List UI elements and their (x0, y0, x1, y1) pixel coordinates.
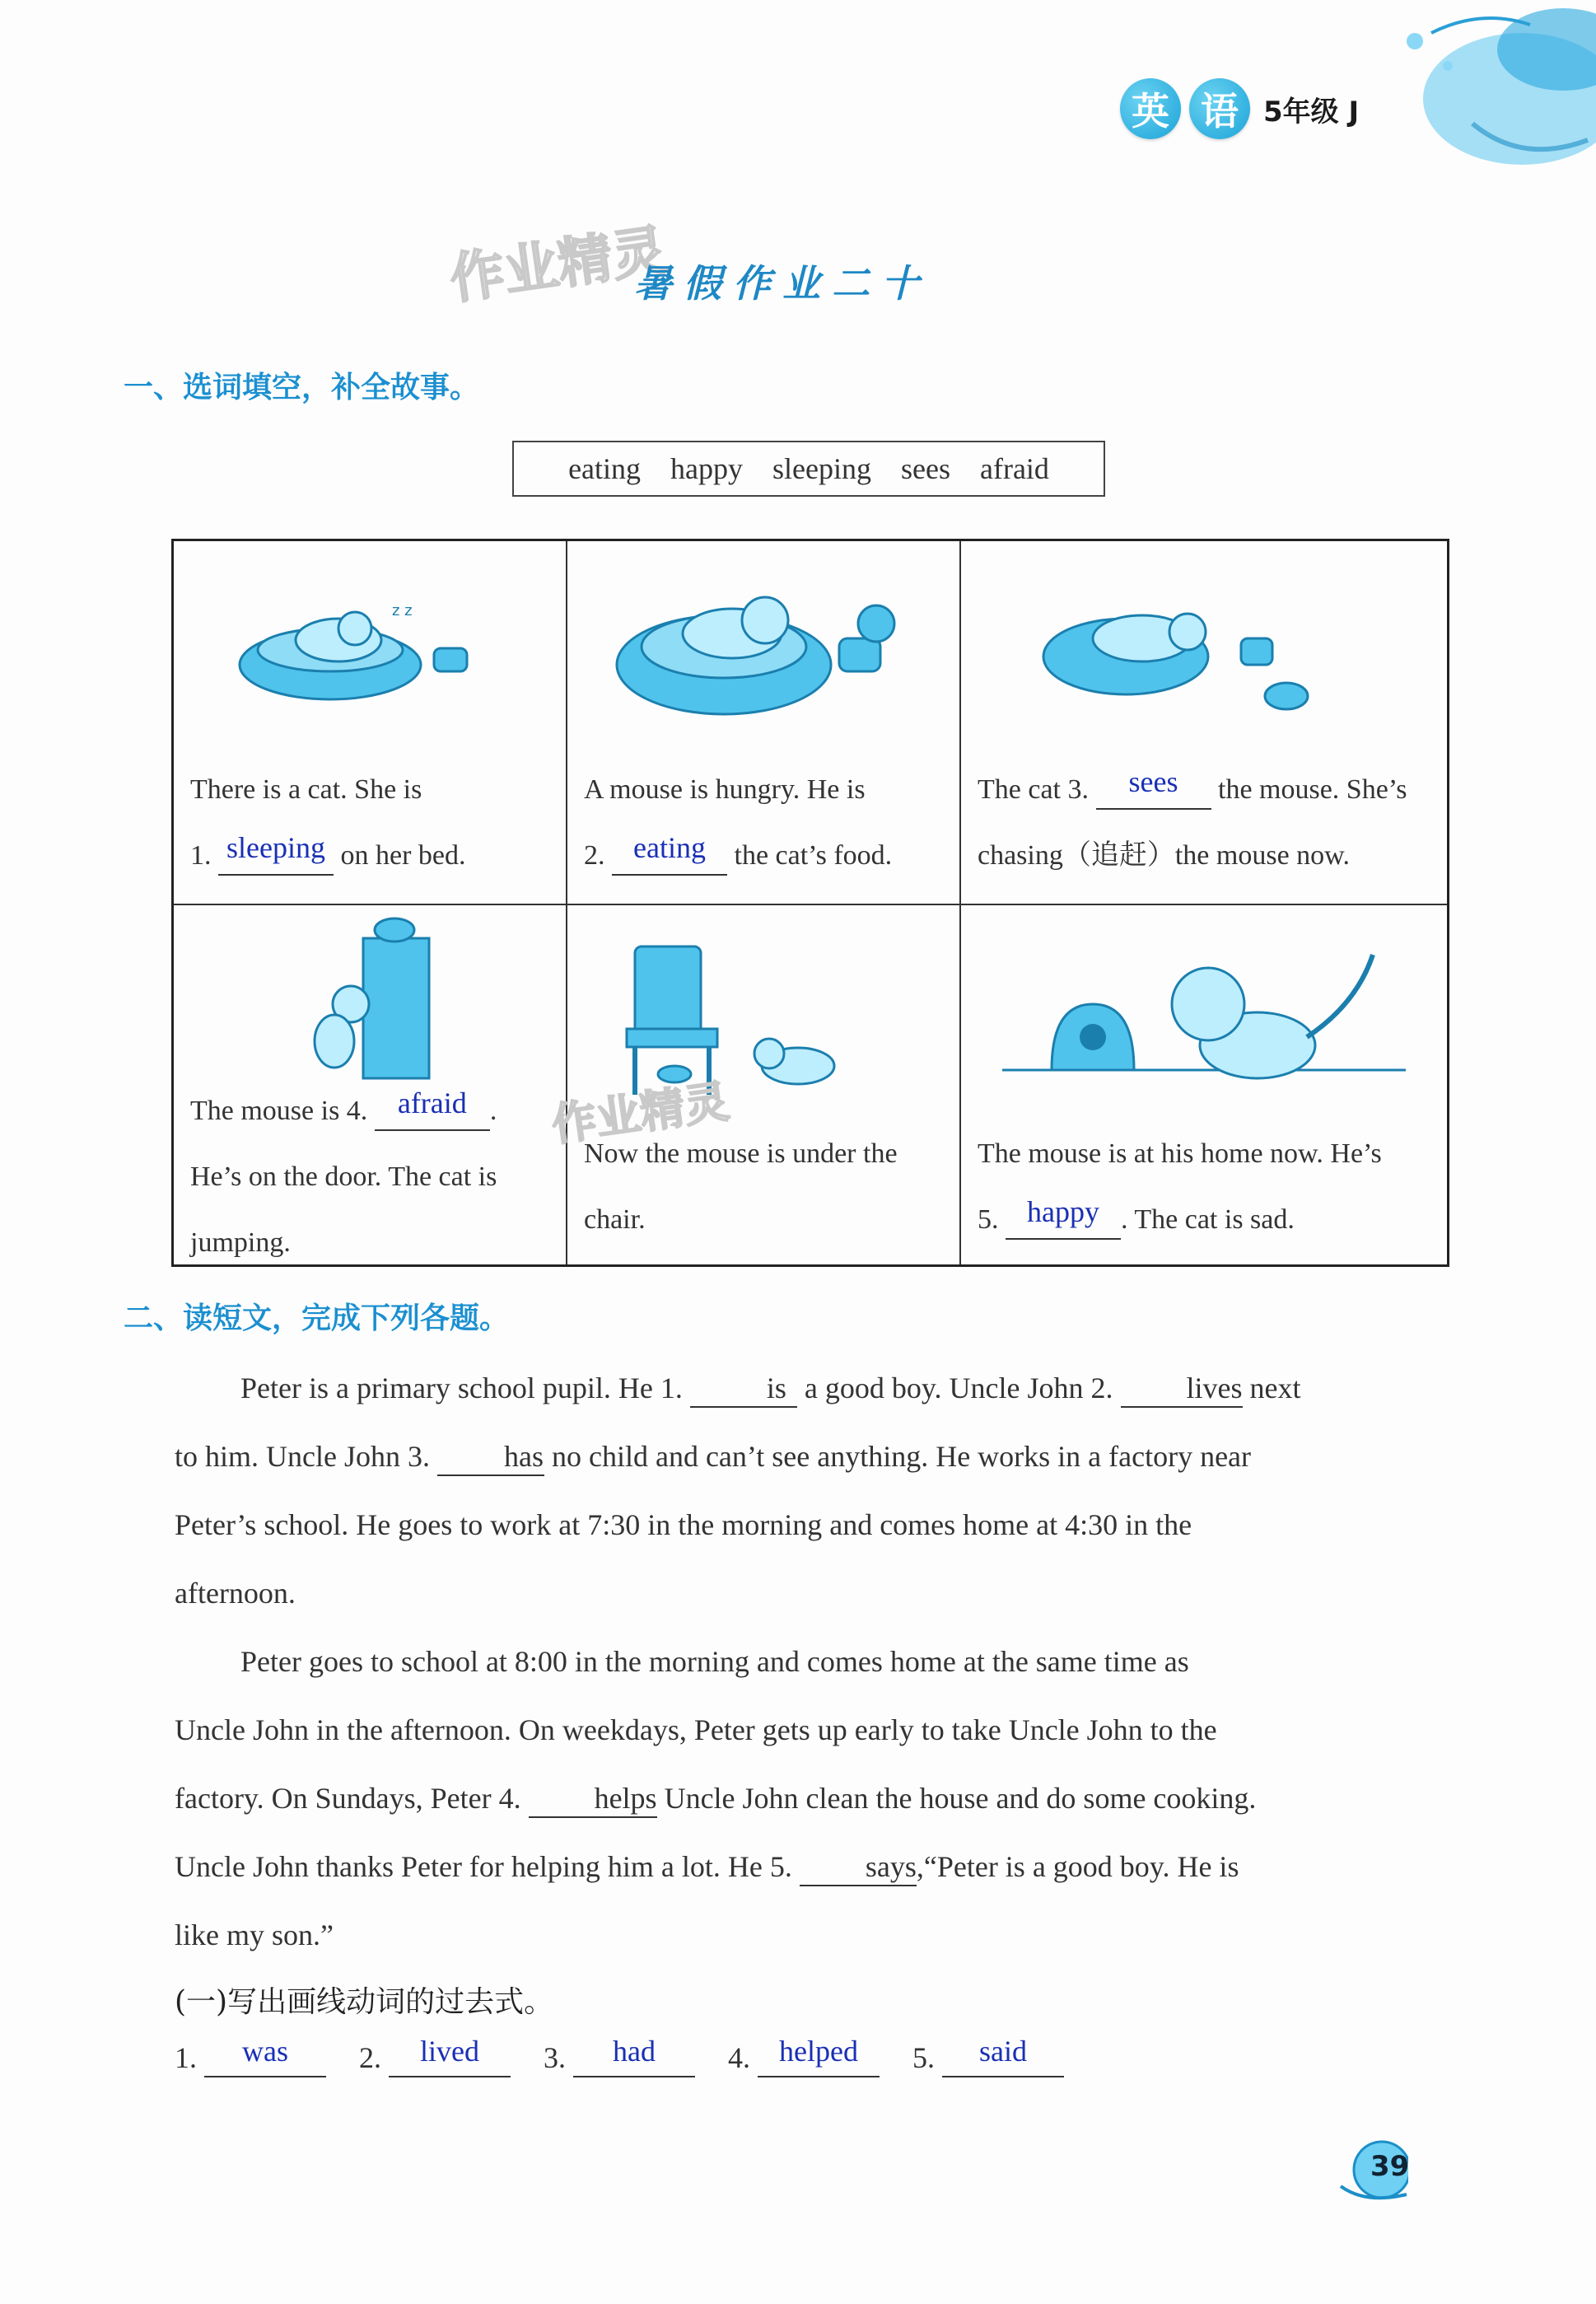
answer-item: 2. lived (359, 2040, 511, 2077)
word-bank-item: sees (901, 452, 950, 485)
word-bank-item: afraid (979, 452, 1049, 485)
story-cell-2 (567, 541, 961, 905)
subject-header (1120, 78, 1359, 139)
answer-blank-3: sees (1096, 770, 1211, 810)
answer-item: 1. was (175, 2040, 326, 2077)
answer-item: 5. said (912, 2040, 1064, 2077)
cat-sees-mouse-illustration (961, 541, 1447, 739)
underlined-verb: helps (529, 1780, 657, 1818)
section2-heading: 二、读短文，完成下列各题。 (124, 1302, 510, 1335)
underlined-verb: says (800, 1848, 917, 1886)
mouse-on-door-illustration (174, 905, 567, 1087)
cell-text: A mouse is hungry. He is 2. eating the cat’s food. (584, 757, 948, 889)
sub-question-heading: (一)写出画线动词的过去式。 (175, 1985, 554, 2019)
answer-blank: said (942, 2040, 1064, 2077)
grade-label: 5年级 J (1263, 95, 1360, 129)
watermark: 作业精灵 (446, 217, 670, 311)
answer-blank: helped (758, 2040, 880, 2077)
answer-blank-1: sleeping (218, 836, 334, 876)
page-number: 39 (1370, 2150, 1410, 2183)
word-bank-item: eating (568, 452, 642, 485)
cat-sleeping-illustration (174, 541, 567, 739)
word-bank (512, 441, 1105, 497)
underlined-verb: is (690, 1370, 797, 1408)
svg-text:z z: z z (392, 602, 413, 619)
past-tense-answers (175, 2035, 1064, 2077)
cell-text: The cat 3. sees the mouse. She’s chasing（追赶）the mouse now. (978, 765, 1407, 871)
underlined-verb: lives (1121, 1370, 1243, 1408)
answer-item: 4. helped (728, 2040, 880, 2077)
cell-text: Now the mouse is under the chair. (584, 1138, 898, 1235)
story-cell-5 (548, 905, 961, 1264)
section1-heading: 一、选词填空，补全故事。 (124, 371, 480, 404)
answer-blank-2: eating (612, 836, 727, 876)
cell-text: There is a cat. She is 1. sleeping on her bed. (190, 757, 554, 889)
answer-blank-5: happy (1006, 1200, 1121, 1240)
answer-blank: was (204, 2040, 326, 2077)
story-cell-1 (174, 541, 567, 905)
cell-text: The mouse is 4. afraid . He’s on the door. The cat is jumping. (190, 1087, 497, 1258)
passage-paragraph-2: Peter goes to school at 8:00 in the morning and comes home at the same time as Uncle John in the afternoon. On weekdays, Peter gets up early to take Uncle John to the factory. On Sundays, Peter 4. helps Uncle John clean the house and do some cooking. Uncle John thanks Peter for helping him a lot. He 5. says,“Peter is a good boy. He is like my son.” (175, 1645, 1257, 1951)
story-cell-6 (961, 905, 1447, 1264)
subject-char-1: 英 (1120, 78, 1181, 139)
underlined-verb: has (437, 1438, 544, 1476)
watermark: 作业精灵 (548, 1075, 732, 1152)
word-bank-item: happy (670, 452, 744, 485)
passage-paragraph-1: Peter is a primary school pupil. He 1. is a good boy. Uncle John 2. lives next to him. Uncle John 3. has no child and can’t see anything. He works in a factory near Peter’s school. He goes to work at 7:30 in the morning and comes home at 4:30 in the afternoon. (175, 1372, 1301, 1610)
answer-item: 3. had (544, 2040, 695, 2077)
story-cell-4 (174, 905, 567, 1264)
page-number-badge (1332, 2129, 1408, 2204)
mouse-at-home-illustration (961, 905, 1447, 1119)
answer-blank: had (573, 2040, 695, 2077)
story-picture-table (171, 539, 1449, 1267)
subject-char-2: 语 (1189, 78, 1250, 139)
answer-blank-4: afraid (375, 1091, 490, 1131)
cell-text: The mouse is at his home now. He’s 5. happy . The cat is sad. (978, 1121, 1435, 1253)
story-cell-3 (961, 541, 1447, 905)
mouse-eating-illustration (567, 541, 961, 739)
answer-blank: lived (389, 2040, 511, 2077)
page-title: 暑假作业二十 (634, 261, 931, 306)
word-bank-item: sleeping (772, 452, 871, 485)
